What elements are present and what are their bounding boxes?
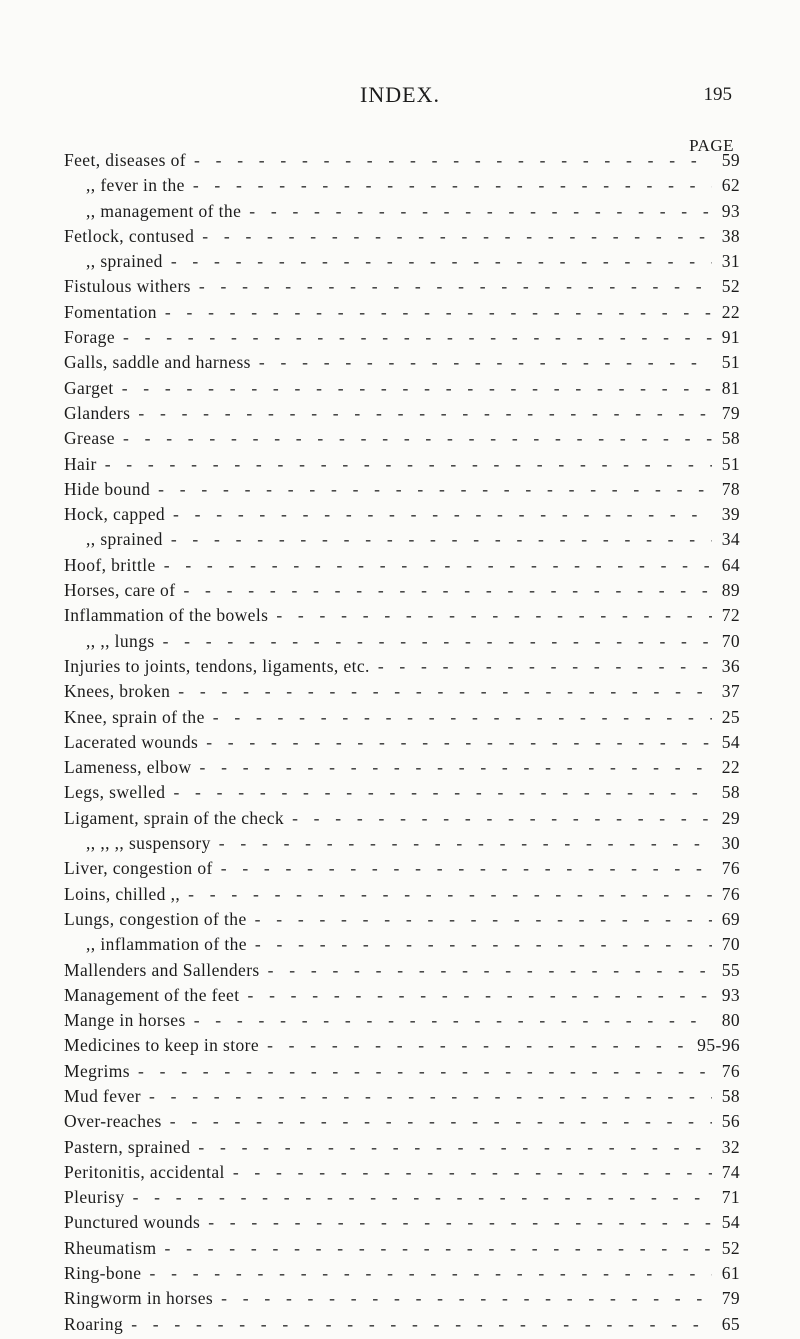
dot-leader bbox=[131, 1314, 712, 1335]
entry-page-number: 39 bbox=[721, 504, 740, 525]
dot-leader bbox=[267, 1035, 691, 1056]
entry-page-number: 70 bbox=[721, 630, 740, 651]
entry-label: Peritonitis, accidental bbox=[64, 1161, 225, 1182]
page-header bbox=[0, 82, 800, 112]
index-entry bbox=[64, 732, 740, 757]
dot-leader bbox=[158, 479, 712, 500]
entry-label: Rheumatism bbox=[64, 1237, 157, 1258]
entry-label: Glanders bbox=[64, 402, 131, 423]
entry-label: Ligament, sprain of the check bbox=[64, 807, 285, 828]
dot-leader bbox=[171, 529, 712, 550]
entry-page-number: 56 bbox=[721, 1111, 740, 1132]
dot-leader bbox=[213, 707, 712, 728]
entry-page-number: 79 bbox=[721, 402, 740, 423]
entry-label: Ring-bone bbox=[64, 1263, 142, 1284]
dot-leader bbox=[193, 175, 712, 196]
dot-leader bbox=[123, 428, 712, 449]
index-entry bbox=[64, 276, 740, 301]
dot-leader bbox=[123, 327, 712, 348]
index-entry bbox=[64, 302, 740, 327]
page-column-label: PAGE bbox=[689, 136, 734, 155]
entry-page-number: 62 bbox=[721, 175, 740, 196]
dot-leader bbox=[219, 833, 712, 854]
entry-page-number: 34 bbox=[721, 529, 740, 550]
index-entry bbox=[64, 1010, 740, 1035]
entry-label: Mud fever bbox=[64, 1085, 141, 1106]
index-entry bbox=[64, 251, 740, 276]
entry-label: Management of the feet bbox=[64, 984, 240, 1005]
index-entry bbox=[64, 605, 740, 630]
entry-label: ,, fever in the bbox=[86, 175, 185, 196]
entry-label: Punctured wounds bbox=[64, 1212, 201, 1233]
entry-label: ,, inflammation of the bbox=[86, 934, 247, 955]
entry-page-number: 54 bbox=[721, 731, 740, 752]
index-entry bbox=[64, 656, 740, 681]
entry-page-number: 31 bbox=[721, 251, 740, 272]
entry-label: Knee, sprain of the bbox=[64, 706, 205, 727]
dot-leader bbox=[259, 352, 712, 373]
entry-label: Garget bbox=[64, 377, 114, 398]
entry-page-number: 81 bbox=[721, 377, 740, 398]
index-entry bbox=[64, 1035, 740, 1060]
entry-page-number: 55 bbox=[721, 959, 740, 980]
index-entry bbox=[64, 226, 740, 251]
entry-page-number: 51 bbox=[721, 453, 740, 474]
index-entry bbox=[64, 352, 740, 377]
entry-page-number: 93 bbox=[721, 200, 740, 221]
entry-label: Mallenders and Sallenders bbox=[64, 959, 260, 980]
index-entry bbox=[64, 555, 740, 580]
entry-label: Hair bbox=[64, 453, 97, 474]
index-entry bbox=[64, 1263, 740, 1288]
dot-leader bbox=[105, 454, 712, 475]
page-title: INDEX. bbox=[360, 82, 440, 107]
index-entry bbox=[64, 529, 740, 554]
index-entry-list bbox=[64, 150, 740, 1339]
entry-page-number: 76 bbox=[721, 883, 740, 904]
dot-leader bbox=[233, 1162, 712, 1183]
entry-label: Legs, swelled bbox=[64, 782, 166, 803]
entry-page-number: 22 bbox=[721, 301, 740, 322]
index-entry bbox=[64, 378, 740, 403]
entry-page-number: 89 bbox=[721, 580, 740, 601]
entry-label: ,, ,, lungs bbox=[86, 630, 155, 651]
dot-leader bbox=[173, 504, 712, 525]
index-entry bbox=[64, 909, 740, 934]
entry-label: Megrims bbox=[64, 1060, 130, 1081]
entry-page-number: 65 bbox=[721, 1313, 740, 1334]
dot-leader bbox=[268, 960, 712, 981]
index-entry bbox=[64, 175, 740, 200]
index-entry bbox=[64, 808, 740, 833]
dot-leader bbox=[173, 782, 712, 803]
dot-leader bbox=[221, 858, 712, 879]
dot-leader bbox=[149, 1086, 712, 1107]
index-entry bbox=[64, 327, 740, 352]
entry-page-number: 58 bbox=[721, 1085, 740, 1106]
entry-page-number: 71 bbox=[721, 1187, 740, 1208]
dot-leader bbox=[194, 150, 712, 171]
index-entry bbox=[64, 833, 740, 858]
entry-page-number: 80 bbox=[721, 1010, 740, 1031]
entry-label: ,, management of the bbox=[86, 200, 242, 221]
entry-page-number: 25 bbox=[721, 706, 740, 727]
dot-leader bbox=[206, 732, 712, 753]
index-entry bbox=[64, 1288, 740, 1313]
dot-leader bbox=[170, 1111, 712, 1132]
index-entry bbox=[64, 479, 740, 504]
entry-label: Inflammation of the bowels bbox=[64, 605, 269, 626]
dot-leader bbox=[171, 251, 712, 272]
dot-leader bbox=[133, 1187, 712, 1208]
entry-label: Galls, saddle and harness bbox=[64, 352, 251, 373]
entry-label: Loins, chilled ,, bbox=[64, 883, 181, 904]
index-entry bbox=[64, 858, 740, 883]
entry-page-number: 38 bbox=[721, 225, 740, 246]
dot-leader bbox=[255, 909, 712, 930]
dot-leader bbox=[164, 1238, 712, 1259]
entry-label: Pastern, sprained bbox=[64, 1136, 191, 1157]
entry-page-number: 37 bbox=[721, 681, 740, 702]
index-entry bbox=[64, 403, 740, 428]
entry-page-number: 70 bbox=[721, 934, 740, 955]
dot-leader bbox=[178, 681, 712, 702]
entry-label: Medicines to keep in store bbox=[64, 1035, 260, 1056]
dot-leader bbox=[202, 226, 712, 247]
entry-page-number: 91 bbox=[721, 327, 740, 348]
index-entry bbox=[64, 934, 740, 959]
dot-leader bbox=[255, 934, 712, 955]
entry-label: Liver, congestion of bbox=[64, 858, 213, 879]
index-entry bbox=[64, 150, 740, 175]
entry-label: Ringworm in horses bbox=[64, 1288, 214, 1309]
entry-label: ,, sprained bbox=[86, 251, 163, 272]
entry-label: Lameness, elbow bbox=[64, 757, 192, 778]
index-entry bbox=[64, 1137, 740, 1162]
dot-leader bbox=[276, 605, 712, 626]
entry-page-number: 69 bbox=[721, 908, 740, 929]
index-entry bbox=[64, 985, 740, 1010]
dot-leader bbox=[164, 555, 712, 576]
entry-page-number: 58 bbox=[721, 428, 740, 449]
entry-page-number: 36 bbox=[721, 655, 740, 676]
index-entry bbox=[64, 1061, 740, 1086]
entry-page-number: 54 bbox=[721, 1212, 740, 1233]
index-entry bbox=[64, 454, 740, 479]
index-entry bbox=[64, 782, 740, 807]
dot-leader bbox=[208, 1212, 712, 1233]
entry-label: Fomentation bbox=[64, 301, 157, 322]
index-entry bbox=[64, 757, 740, 782]
entry-label: Lungs, congestion of the bbox=[64, 908, 247, 929]
index-entry bbox=[64, 1238, 740, 1263]
entry-label: Knees, broken bbox=[64, 681, 171, 702]
index-entry bbox=[64, 960, 740, 985]
entry-page-number: 76 bbox=[721, 1060, 740, 1081]
entry-page-number: 64 bbox=[721, 554, 740, 575]
dot-leader bbox=[163, 631, 712, 652]
dot-leader bbox=[122, 378, 712, 399]
entry-label: Injuries to joints, tendons, ligaments, etc. bbox=[64, 655, 370, 676]
entry-label: Fistulous withers bbox=[64, 276, 191, 297]
page-number: 195 bbox=[703, 84, 732, 105]
entry-page-number: 59 bbox=[721, 150, 740, 170]
entry-page-number: 78 bbox=[721, 478, 740, 499]
index-entry bbox=[64, 580, 740, 605]
index-entry bbox=[64, 1212, 740, 1237]
entry-label: Forage bbox=[64, 327, 115, 348]
entry-page-number: 51 bbox=[721, 352, 740, 373]
entry-label: Feet, diseases of bbox=[64, 150, 186, 170]
index-entry bbox=[64, 707, 740, 732]
entry-page-number: 52 bbox=[721, 1237, 740, 1258]
index-entry bbox=[64, 428, 740, 453]
entry-page-number: 93 bbox=[721, 984, 740, 1005]
entry-page-number: 72 bbox=[721, 605, 740, 626]
dot-leader bbox=[249, 201, 712, 222]
entry-page-number: 30 bbox=[721, 833, 740, 854]
dot-leader bbox=[221, 1288, 712, 1309]
entry-label: Pleurisy bbox=[64, 1187, 125, 1208]
dot-leader bbox=[292, 808, 712, 829]
index-entry bbox=[64, 1314, 740, 1339]
index-entry bbox=[64, 1111, 740, 1136]
entry-page-number: 95-96 bbox=[697, 1035, 740, 1056]
dot-leader bbox=[378, 656, 712, 677]
entry-label: Horses, care of bbox=[64, 580, 176, 601]
index-entry bbox=[64, 504, 740, 529]
dot-leader bbox=[183, 580, 712, 601]
entry-page-number: 76 bbox=[721, 858, 740, 879]
entry-page-number: 52 bbox=[721, 276, 740, 297]
entry-page-number: 79 bbox=[721, 1288, 740, 1309]
dot-leader bbox=[200, 757, 713, 778]
entry-label: Mange in horses bbox=[64, 1010, 186, 1031]
dot-leader bbox=[138, 403, 712, 424]
entry-page-number: 61 bbox=[721, 1263, 740, 1284]
entry-label: Lacerated wounds bbox=[64, 731, 199, 752]
entry-label: Roaring bbox=[64, 1313, 124, 1334]
index-entry bbox=[64, 201, 740, 226]
entry-page-number: 32 bbox=[721, 1136, 740, 1157]
entry-page-number: 22 bbox=[721, 757, 740, 778]
dot-leader bbox=[199, 276, 712, 297]
index-entry bbox=[64, 631, 740, 656]
index-entry bbox=[64, 1086, 740, 1111]
dot-leader bbox=[138, 1061, 712, 1082]
entry-label: Fetlock, contused bbox=[64, 225, 195, 246]
entry-label: Grease bbox=[64, 428, 115, 449]
entry-label: Hide bound bbox=[64, 478, 151, 499]
dot-leader bbox=[198, 1137, 712, 1158]
entry-page-number: 74 bbox=[721, 1161, 740, 1182]
entry-page-number: 29 bbox=[721, 807, 740, 828]
dot-leader bbox=[194, 1010, 712, 1031]
dot-leader bbox=[165, 302, 712, 323]
index-entry bbox=[64, 1162, 740, 1187]
index-entry bbox=[64, 681, 740, 706]
entry-label: Hock, capped bbox=[64, 504, 166, 525]
dot-leader bbox=[188, 884, 712, 905]
entry-label: Over-reaches bbox=[64, 1111, 162, 1132]
dot-leader bbox=[247, 985, 712, 1006]
entry-page-number: 58 bbox=[721, 782, 740, 803]
index-entry bbox=[64, 1187, 740, 1212]
index-entry bbox=[64, 884, 740, 909]
entry-label: ,, ,, ,, suspensory bbox=[86, 833, 211, 854]
entry-label: ,, sprained bbox=[86, 529, 163, 550]
dot-leader bbox=[149, 1263, 712, 1284]
entry-label: Hoof, brittle bbox=[64, 554, 156, 575]
